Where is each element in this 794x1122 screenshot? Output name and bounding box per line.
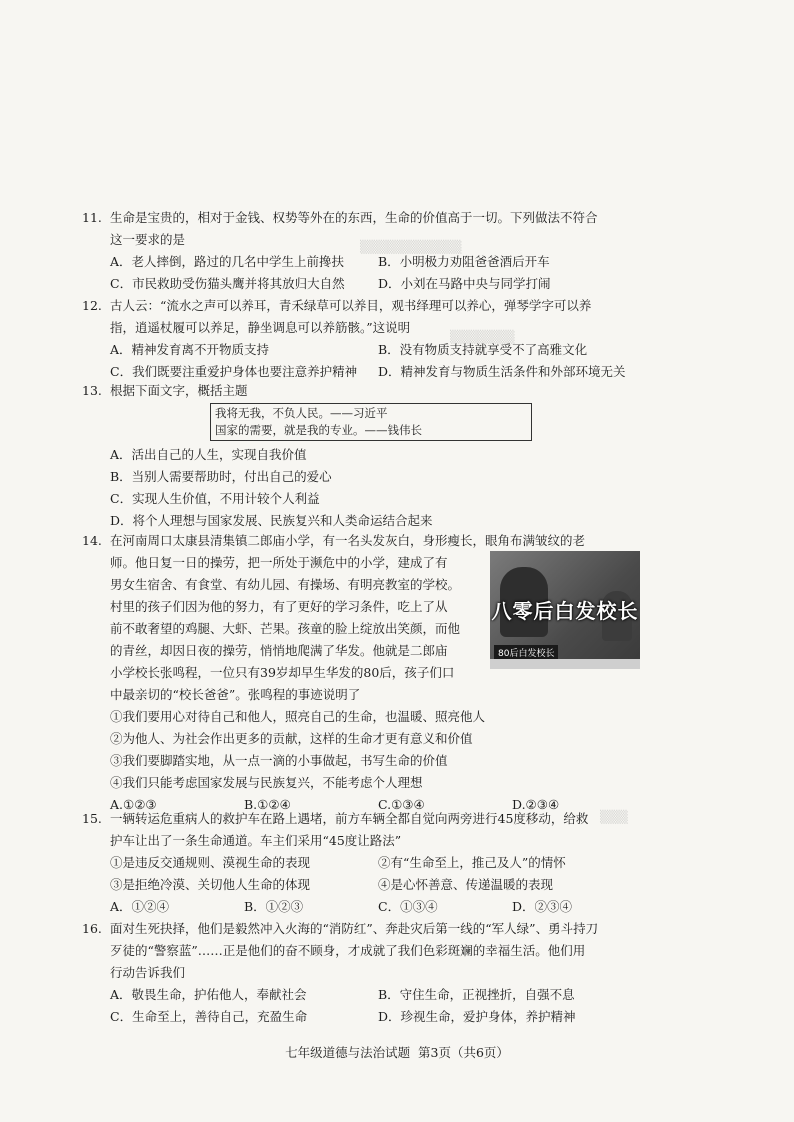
question-11 — [82, 207, 642, 295]
question-13-options — [82, 444, 642, 532]
question-stem: 根据下面文字，概括主题 — [110, 383, 248, 398]
question-stem: 男女生宿舍、有食堂、有幼儿园、有操场、有明亮教室的学校。 — [110, 577, 461, 592]
statement-row — [110, 852, 642, 874]
question-number: 12. — [82, 298, 102, 313]
option-b[interactable]: B．①②③ — [244, 899, 304, 914]
statement-row — [110, 874, 642, 896]
photo-ticker-bar — [490, 659, 640, 669]
bleed-through-text: ▒▒▒▒▒▒▒▒▒▒▒ — [360, 240, 462, 254]
option-b[interactable]: B．守住生命，正视挫折，自强不息 — [378, 987, 575, 1002]
question-stem: 前不敢奢望的鸡腿、大虾、芒果。孩童的脸上绽放出笑颜，而他 — [110, 621, 461, 636]
option-d[interactable]: D．小刘在马路中央与同学打闹 — [378, 276, 551, 291]
options-row — [110, 339, 642, 361]
statement-item: ①是违反交通规则、漠视生命的表现 — [110, 855, 311, 870]
statement-item: ②为他人、为社会作出更多的贡献，这样的生命才更有意义和价值 — [110, 731, 473, 746]
question-13 — [82, 380, 642, 402]
question-15 — [82, 808, 642, 918]
question-stem: 古人云：“流水之声可以养耳，青禾绿草可以养目，观书绎理可以养心，弹琴学字可以养 — [110, 298, 592, 313]
options-row — [110, 251, 642, 273]
question-stem: 歹徒的“警察蓝”……正是他们的奋不顾身，才成就了我们色彩斑斓的幸福生活。他们用 — [110, 943, 586, 958]
bleed-through-text: ▒▒▒▒▒▒▒ — [450, 330, 515, 344]
option-d[interactable]: D．②③④ — [512, 899, 573, 914]
statement-item: ③是拒绝冷漠、关切他人生命的体现 — [110, 877, 311, 892]
question-stem: 中最亲切的“校长爸爸”。张鸣程的事迹说明了 — [110, 687, 361, 702]
question-stem: 面对生死抉择，他们是毅然冲入火海的“消防红”、奔赴灾后第一线的“军人绿”、勇斗持刀 — [110, 921, 599, 936]
question-stem: 护车让出了一条生命通道。车主们采用“45度让路法” — [110, 833, 402, 848]
option-c[interactable]: C．我们既要注重爱护身体也要注意养护精神 — [110, 364, 358, 379]
question-number: 13. — [82, 383, 102, 398]
question-number: 16. — [82, 921, 102, 936]
option-b[interactable]: B．没有物质支持就享受不了高雅文化 — [378, 342, 588, 357]
option-a[interactable]: A．①②④ — [110, 899, 170, 914]
question-stem: 师。他日复一日的操劳，把一所处于濒危中的小学，建成了有 — [110, 555, 448, 570]
footer-subject: 七年级道德与法治试题 — [285, 1045, 411, 1060]
statement-item: ①我们要用心对待自己和他人，照亮自己的生命，也温暖、照亮他人 — [110, 709, 486, 724]
question-number: 14. — [82, 533, 102, 548]
option-a[interactable]: A．老人摔倒，路过的几名中学生上前搀扶 — [110, 254, 345, 269]
footer-page-number: 第3页（共6页） — [418, 1045, 509, 1060]
photo-subtitle: 80后白发校长 — [494, 645, 558, 660]
question-stem: 在河南周口太康县清集镇二郎庙小学，有一名头发灰白，身形瘦长，眼角布满皱纹的老 — [110, 533, 586, 548]
statement-item: ②有“生命至上，推己及人”的情怀 — [378, 855, 566, 870]
option-c[interactable]: C.①③④ — [378, 797, 425, 812]
question-stem: 行动告诉我们 — [110, 965, 186, 980]
option-d[interactable]: D．精神发育与物质生活条件和外部环境无关 — [378, 364, 626, 379]
option-b[interactable]: B．小明极力劝阻爸爸酒后开车 — [378, 254, 550, 269]
option-c[interactable]: C．市民救助受伤猫头鹰并将其放归大自然 — [110, 276, 345, 291]
question-stem: 的青丝，却因日夜的操劳，悄悄地爬满了华发。他就是二郎庙 — [110, 643, 448, 658]
question-number: 15. — [82, 811, 102, 826]
photo-headline: 八零后白发校长 — [491, 599, 639, 623]
option-d[interactable]: D.②③④ — [512, 797, 560, 812]
options-row — [110, 896, 642, 918]
option-d[interactable]: D．将个人理想与国家发展、民族复兴和人类命运结合起来 — [110, 513, 433, 528]
option-b[interactable]: B.①②④ — [244, 797, 291, 812]
question-number: 11. — [82, 210, 102, 225]
option-a[interactable]: A.①②③ — [110, 797, 157, 812]
option-b[interactable]: B．当别人需要帮助时，付出自己的爱心 — [110, 469, 332, 484]
question-stem: 生命是宝贵的，相对于金钱、权势等外在的东西，生命的价值高于一切。下列做法不符合 — [110, 210, 598, 225]
question-12 — [82, 295, 642, 383]
option-a[interactable]: A．活出自己的人生，实现自我价值 — [110, 447, 307, 462]
option-c[interactable]: C．实现人生价值，不用计较个人利益 — [110, 491, 320, 506]
option-c[interactable]: C．①③④ — [378, 899, 438, 914]
options-row — [110, 984, 642, 1006]
statement-item: ③我们要脚踏实地，从一点一滴的小事做起，书写生命的价值 — [110, 753, 448, 768]
statement-item: ④是心怀善意、传递温暖的表现 — [378, 877, 554, 892]
statement-item: ④我们只能考虑国家发展与民族复兴，不能考虑个人理想 — [110, 775, 423, 790]
quote-box — [210, 403, 532, 441]
question-stem: 村里的孩子们因为他的努力，有了更好的学习条件，吃上了从 — [110, 599, 448, 614]
question-stem: 小学校长张鸣程，一位只有39岁却早生华发的80后，孩子们口 — [110, 665, 455, 680]
options-row — [110, 273, 642, 295]
bleed-through-text: ▒▒▒ — [600, 810, 628, 824]
options-row — [110, 1006, 642, 1028]
question-16 — [82, 918, 642, 1028]
quote-line: 国家的需要，就是我的专业。——钱伟长 — [215, 423, 422, 437]
option-d[interactable]: D．珍视生命，爱护身体，养护精神 — [378, 1009, 576, 1024]
question-stem: 一辆转运危重病人的救护车在路上遇堵，前方车辆全都自觉向两旁进行45度移动，给救 — [110, 811, 589, 826]
option-a[interactable]: A．精神发育离不开物质支持 — [110, 342, 270, 357]
page-footer — [0, 1044, 794, 1062]
option-a[interactable]: A．敬畏生命，护佑他人，奉献社会 — [110, 987, 307, 1002]
quote-line: 我将无我，不负人民。——习近平 — [215, 406, 388, 420]
question-stem: 这一要求的是 — [110, 232, 186, 247]
option-c[interactable]: C．生命至上，善待自己，充盈生命 — [110, 1009, 308, 1024]
news-photo — [490, 551, 640, 669]
question-stem: 指，逍遥杖履可以养足，静坐调息可以养筋骸。”这说明 — [110, 320, 411, 335]
